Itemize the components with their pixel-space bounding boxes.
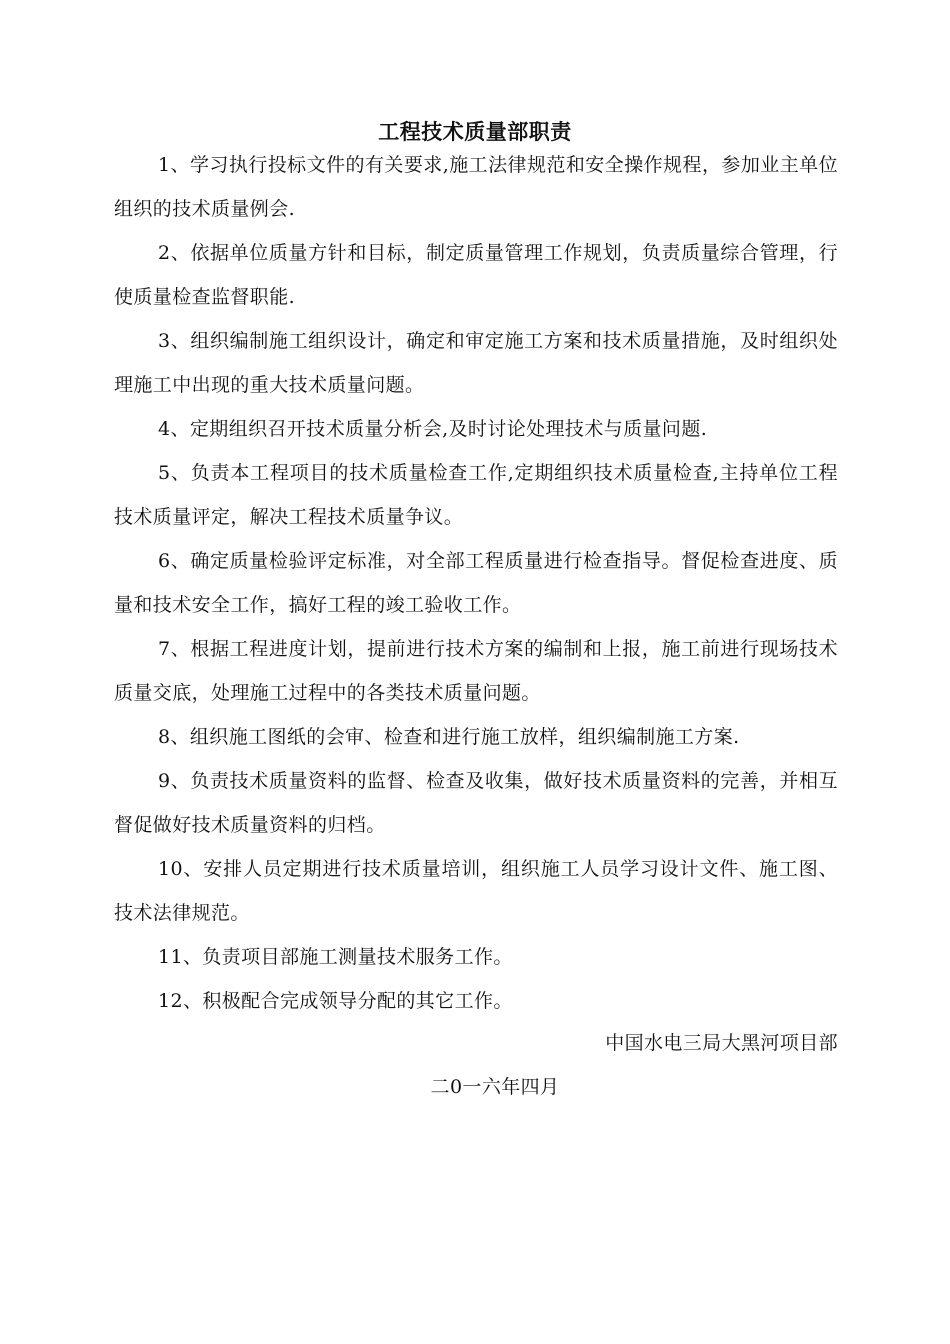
responsibility-item: 12、积极配合完成领导分配的其它工作。 <box>158 990 513 1012</box>
responsibility-item: 8、组织施工图纸的会审、检查和进行施工放样，组织编制施工方案. <box>158 726 740 748</box>
responsibilities-list <box>114 143 838 1023</box>
document-date: 二0一六年四月 <box>430 1076 560 1098</box>
responsibility-item: 3、组织编制施工组织设计，确定和审定施工方案和技术质量措施，及时组织处理施工中出现的重大技术质量问题。 <box>114 330 838 396</box>
responsibility-item: 2、依据单位质量方针和目标，制定质量管理工作规划，负责质量综合管理，行使质量检查监督职能. <box>114 242 838 308</box>
responsibility-item: 1、学习执行投标文件的有关要求,施工法律规范和安全操作规程，参加业主单位组织的技术质量例会. <box>114 154 838 220</box>
responsibility-item: 7、根据工程进度计划，提前进行技术方案的编制和上报，施工前进行现场技术质量交底，处理施工过程中的各类技术质量问题。 <box>114 638 838 704</box>
responsibility-item: 10、安排人员定期进行技术质量培训，组织施工人员学习设计文件、施工图、技术法律规范。 <box>114 858 838 924</box>
organization-signature: 中国水电三局大黑河项目部 <box>605 1032 838 1054</box>
responsibility-item: 6、确定质量检验评定标准，对全部工程质量进行检查指导。督促检查进度、质量和技术安全工作，搞好工程的竣工验收工作。 <box>114 550 838 616</box>
responsibility-item: 11、负责项目部施工测量技术服务工作。 <box>158 946 513 968</box>
responsibility-item: 9、负责技术质量资料的监督、检查及收集，做好技术质量资料的完善，并相互督促做好技术质量资料的归档。 <box>114 770 838 836</box>
responsibility-item: 4、定期组织召开技术质量分析会,及时讨论处理技术与质量问题. <box>158 418 708 440</box>
document-title: 工程技术质量部职责 <box>378 119 572 144</box>
responsibility-item: 5、负责本工程项目的技术质量检查工作,定期组织技术质量检查,主持单位工程技术质量评定，解决工程技术质量争议。 <box>114 462 838 528</box>
